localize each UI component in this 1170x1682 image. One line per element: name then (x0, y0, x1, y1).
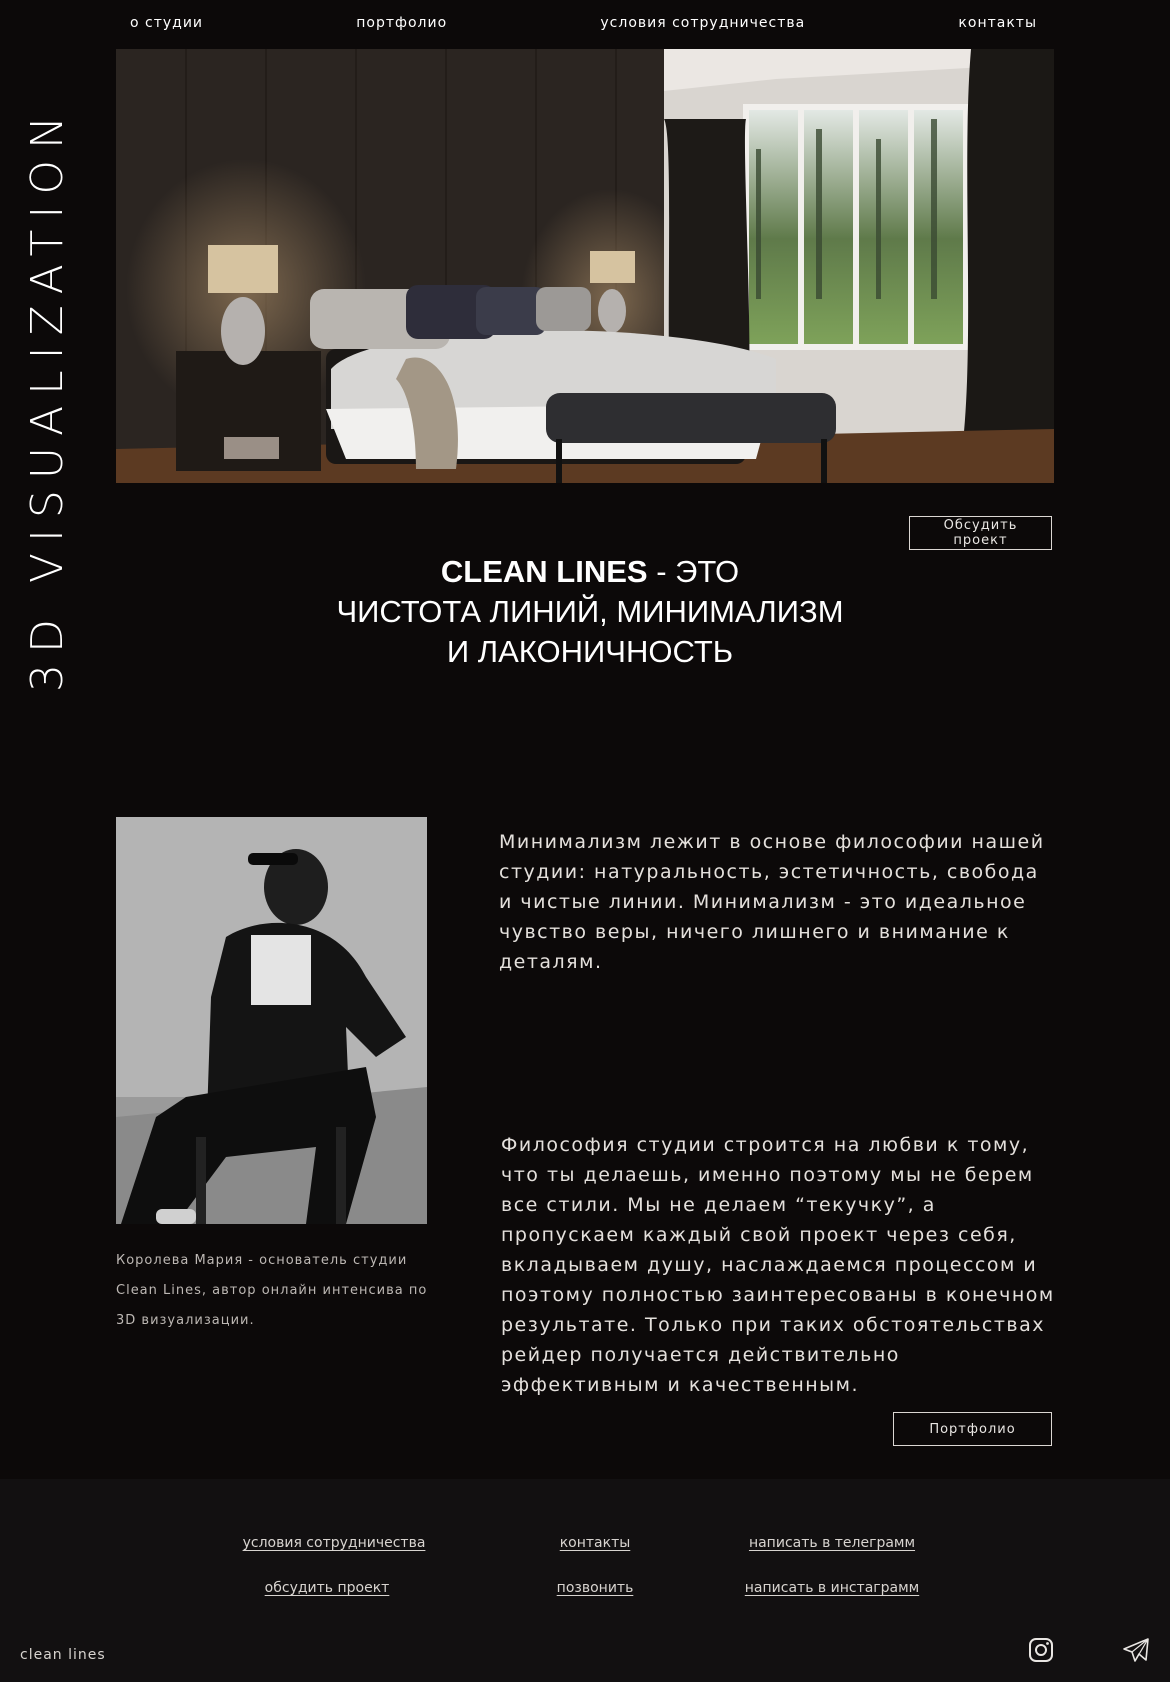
brand-vertical-text: 3D VISUALIZATION (22, 105, 73, 692)
footer-link-terms[interactable]: условия сотрудничества (242, 1535, 426, 1551)
founder-portrait (116, 817, 427, 1224)
footer-link-contacts[interactable]: контакты (559, 1535, 631, 1551)
headline-brand: CLEAN LINES (440, 554, 648, 589)
instagram-icon[interactable] (1028, 1637, 1054, 1663)
page-headline (300, 552, 880, 672)
headline-line2: ЧИСТОТА ЛИНИЙ, МИНИМАЛИЗМ (336, 594, 844, 629)
nav-link-about[interactable]: о студии (130, 15, 204, 31)
telegram-icon[interactable] (1122, 1636, 1150, 1664)
founder-caption: Королева Мария - основатель студии Clean Lines, автор онлайн интенсива по 3D визуализации. (116, 1253, 428, 1328)
footer-brand: clean lines (20, 1647, 106, 1663)
bedroom-illustration (116, 49, 1054, 483)
nav-link-contacts[interactable]: контакты (958, 15, 1037, 31)
vertical-brand-title (22, 52, 82, 692)
hero-bedroom-image (116, 49, 1054, 483)
about-paragraph-1: Минимализм лежит в основе философии нашей студии: натуральность, эстетичность, свобода и чистые линии. Минимализм - это идеальное чувство веры, ничего лишнего и внимание к деталям. (499, 831, 1045, 973)
footer-link-telegram[interactable]: написать в телеграмм (748, 1535, 916, 1551)
headline-line3: И ЛАКОНИЧНОСТЬ (446, 634, 734, 669)
nav-link-terms[interactable]: условия сотрудничества (600, 15, 806, 31)
footer-link-instagram[interactable]: написать в инстаграмм (744, 1580, 920, 1596)
founder-photo (116, 817, 427, 1224)
headline-line1-rest: - ЭТО (647, 554, 740, 589)
about-paragraph-2: Философия студии строится на любви к тому, что ты делаешь, именно поэтому мы не берем все стили. Мы не делаем “текучку”, а пропускаем каждый свой проект через себя, вкладываем душу, наслаждаемся процессом и поэтому полностью заинтересованы в конечном результате. Только при таких обстоятельствах рейдер получается действительно эффективным и качественным. (501, 1134, 1055, 1396)
portfolio-button[interactable]: Портфолио (893, 1412, 1052, 1446)
footer-link-call[interactable]: позвонить (556, 1580, 634, 1596)
nav-link-portfolio[interactable]: портфолио (356, 15, 448, 31)
top-navigation (116, 0, 1051, 46)
footer-link-discuss[interactable]: обсудить проект (264, 1580, 390, 1596)
discuss-project-button[interactable]: Обсудить проект (909, 516, 1052, 550)
